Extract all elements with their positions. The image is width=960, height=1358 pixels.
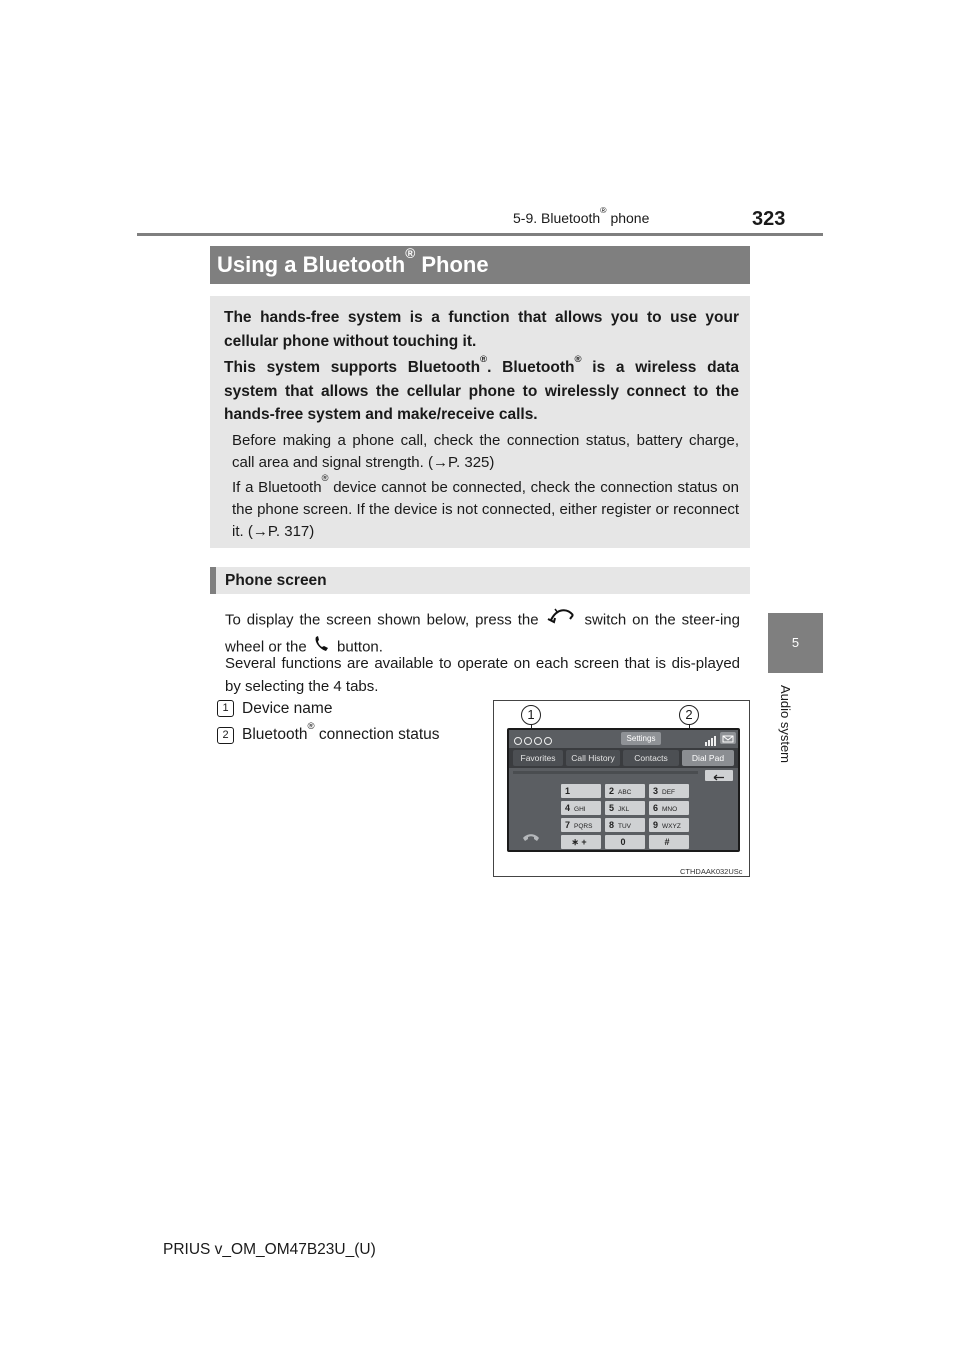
intro-paragraph-1: The hands-free system is a function that allows you to use your cellular phone without touching it. bbox=[224, 309, 739, 350]
callout-2: 2 bbox=[679, 705, 699, 725]
item-device-name: Device name bbox=[242, 700, 333, 717]
intro-paragraph-4: If a Bluetooth® device cannot be connected, check the connection status on the phone screen. If the device is not connected, either register or reconnect it. (→P. 317) bbox=[232, 473, 739, 540]
item-number-2: 2 bbox=[217, 727, 234, 744]
dial-input-field bbox=[513, 771, 698, 774]
keypad-key: 9 WXYZ bbox=[649, 818, 689, 832]
call-handset-icon bbox=[521, 830, 541, 848]
phone-screen-image bbox=[507, 728, 740, 852]
keypad-key: 8 TUV bbox=[605, 818, 645, 832]
page-footer: PRIUS v_OM_OM47B23U_(U) bbox=[163, 1241, 376, 1258]
item-number-1: 1 bbox=[217, 700, 234, 717]
tab-call-history: Call History bbox=[566, 750, 620, 766]
intro-paragraph-2: This system supports Bluetooth®. Bluetooth® is a wireless data system that allows the cellular phone to wirelessly connect to the hands-free system and make/receive calls. bbox=[224, 353, 739, 423]
section-subheading: Phone screen bbox=[210, 567, 750, 594]
body-paragraph-2: Several functions are available to operate on each screen that is dis-played by selecting the 4 tabs. bbox=[225, 655, 740, 695]
tab-favorites: Favorites bbox=[513, 750, 563, 766]
steering-phone-switch-icon bbox=[545, 606, 579, 635]
keypad-key: 1 bbox=[561, 784, 601, 798]
backspace-icon bbox=[705, 770, 733, 781]
keypad-key: # bbox=[649, 835, 689, 849]
settings-button: Settings bbox=[621, 732, 661, 745]
keypad-key: 4 GHI bbox=[561, 801, 601, 815]
phone-tabs bbox=[509, 748, 738, 768]
keypad-key: 0 bbox=[605, 835, 645, 849]
keypad-key: ∗ + bbox=[561, 835, 601, 849]
intro-box bbox=[210, 296, 750, 548]
keypad-key: 7 PQRS bbox=[561, 818, 601, 832]
tab-dial-pad: Dial Pad bbox=[682, 750, 734, 766]
keypad-key: 5 JKL bbox=[605, 801, 645, 815]
tab-contacts: Contacts bbox=[623, 750, 679, 766]
message-icon bbox=[720, 732, 736, 744]
keypad-key: 6 MNO bbox=[649, 801, 689, 815]
keypad-key: 2 ABC bbox=[605, 784, 645, 798]
keypad-key: 3 DEF bbox=[649, 784, 689, 798]
section-heading: 5-9. Bluetooth® phone bbox=[513, 205, 650, 226]
header-rule bbox=[137, 233, 823, 236]
chapter-tab: 5 bbox=[768, 613, 823, 673]
page-number: 323 bbox=[752, 208, 786, 230]
callout-1: 1 bbox=[521, 705, 541, 725]
image-code: CTHDAAK032USc bbox=[680, 867, 743, 876]
page-title: Using a Bluetooth® Phone bbox=[210, 246, 750, 284]
item-bluetooth-status: Bluetooth® connection status bbox=[242, 720, 440, 743]
chapter-label: Audio system bbox=[778, 684, 793, 764]
intro-paragraph-3: Before making a phone call, check the connection status, battery charge, call area and signal strength. (→P. 325) bbox=[232, 431, 739, 471]
body-paragraph-1: To display the screen shown below, press the switch on the steer-ing wheel or the button. bbox=[225, 606, 740, 660]
